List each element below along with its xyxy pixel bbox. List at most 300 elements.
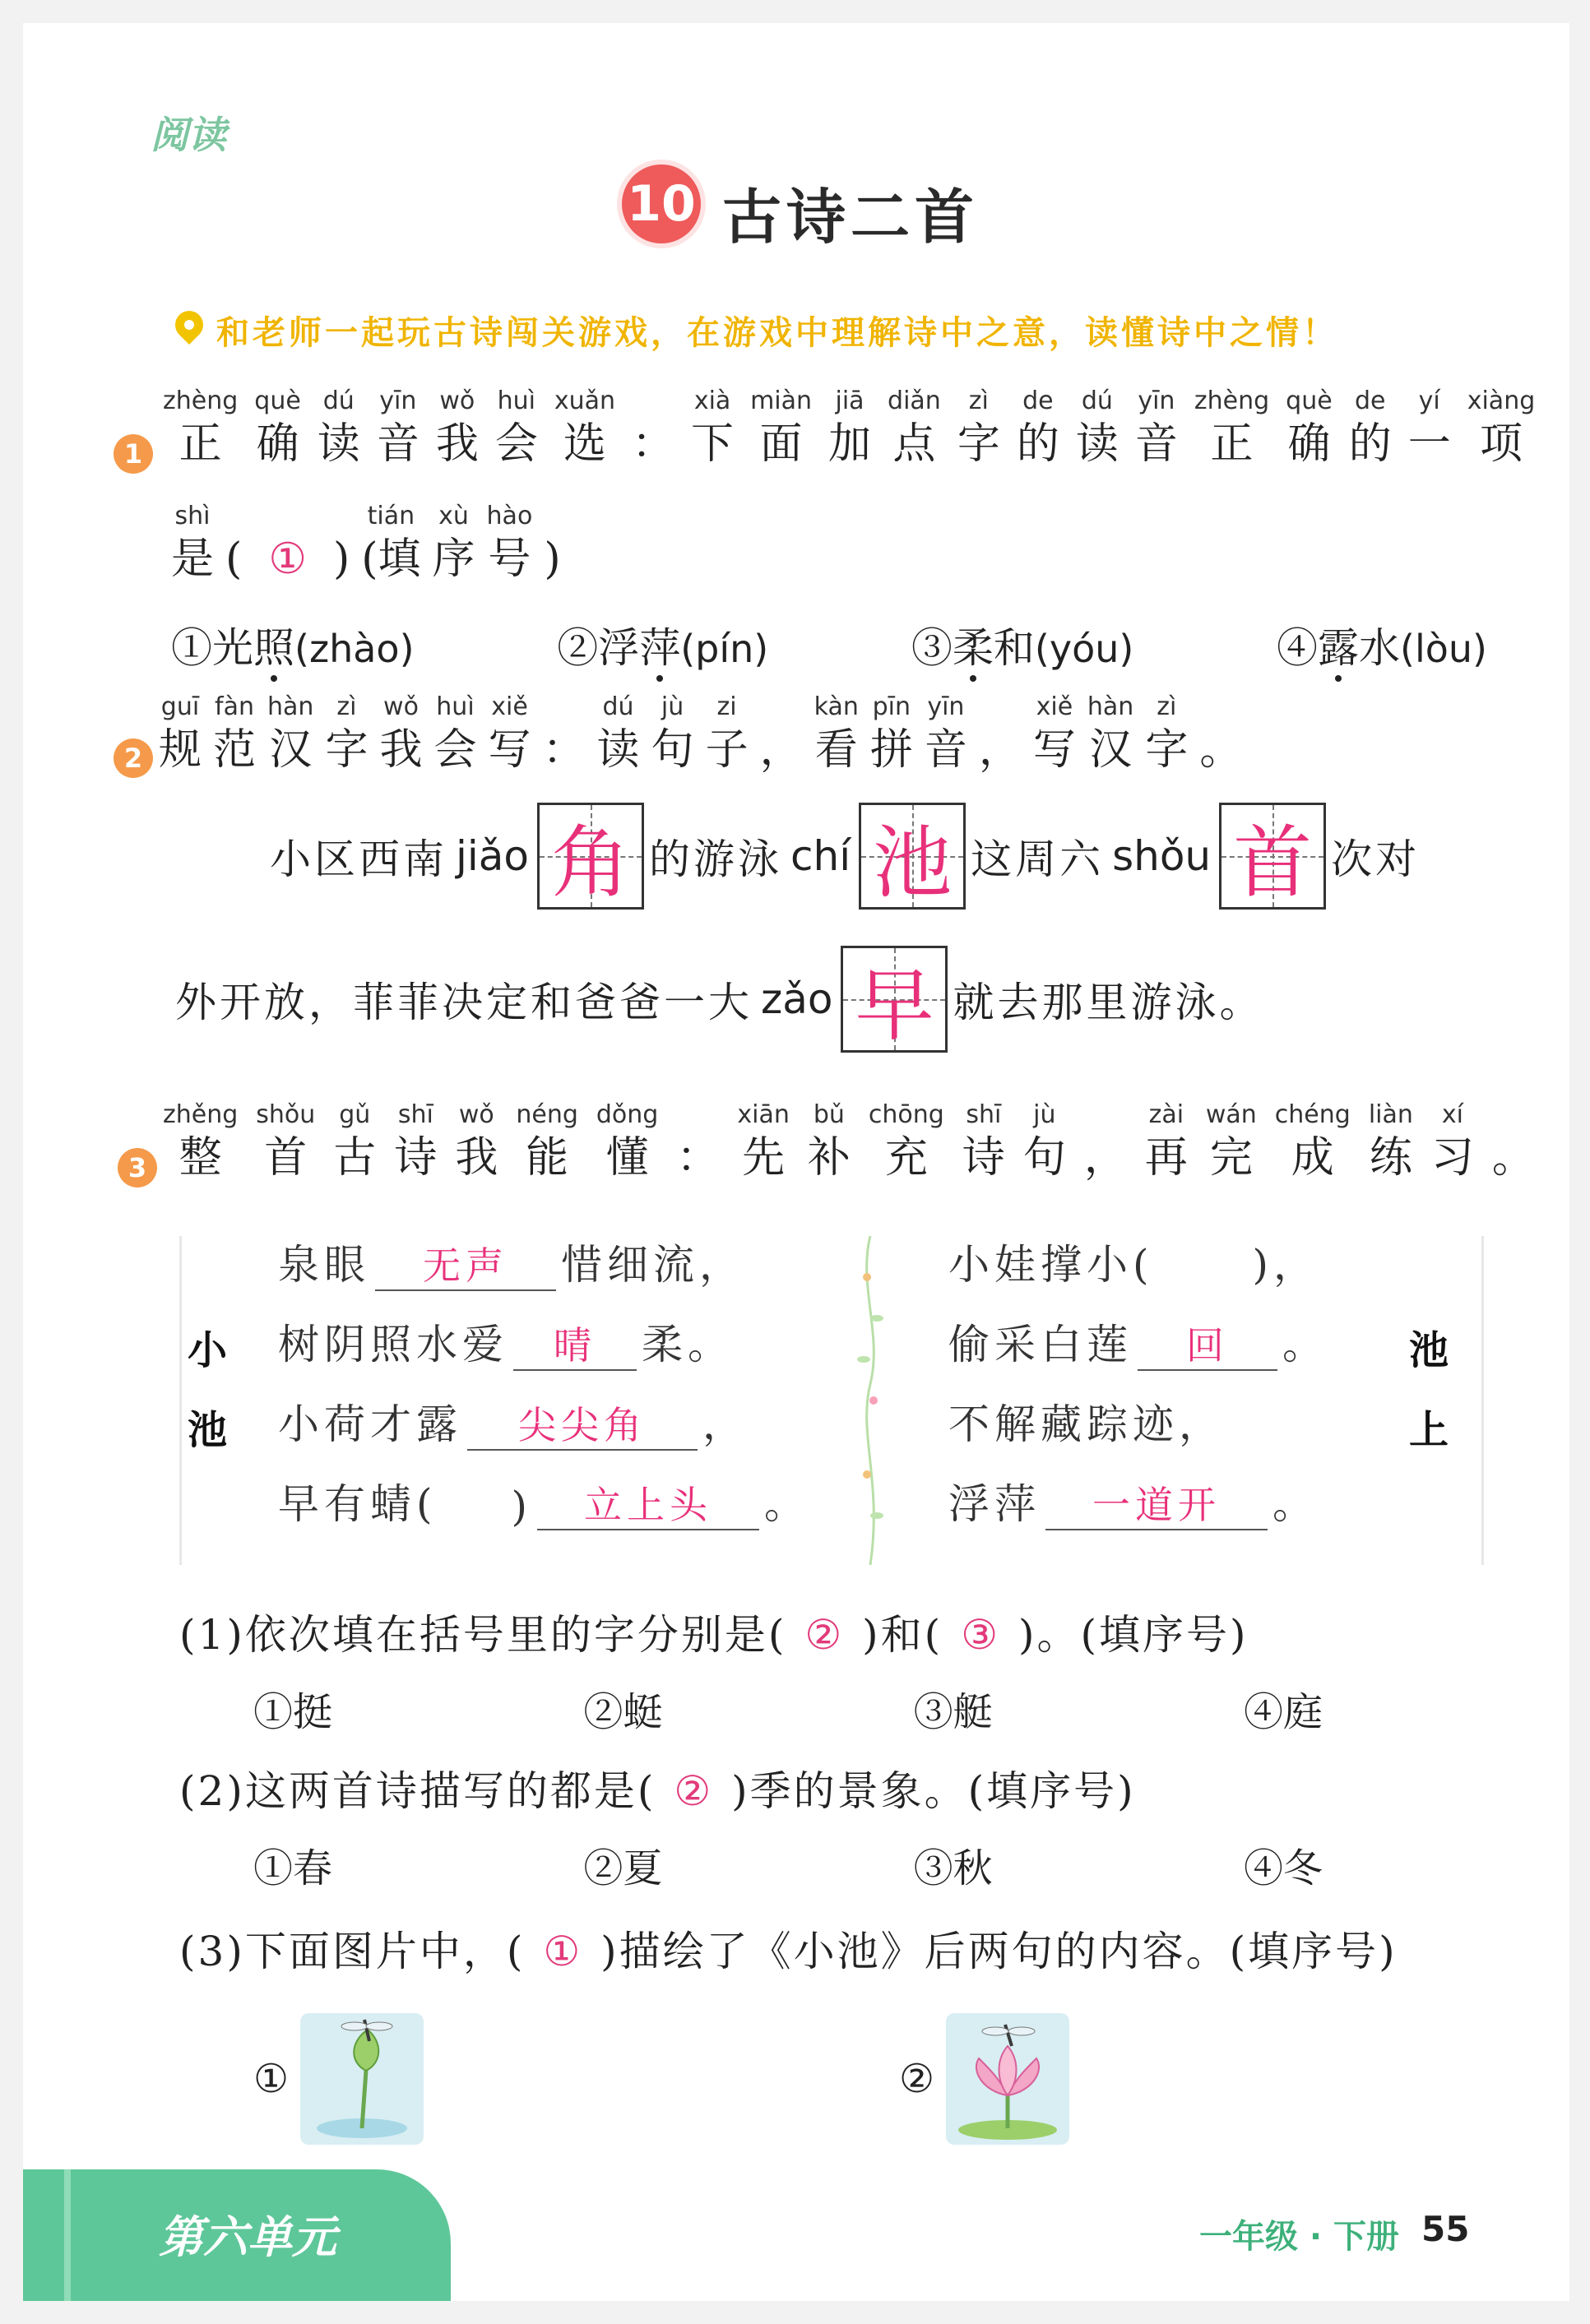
poem1-line (278, 1471, 810, 1530)
choice-item: ②蜓 (583, 1689, 663, 1735)
hanzi: 古 (333, 1133, 377, 1183)
hanzi: 句 (1022, 1133, 1066, 1183)
hanzi: 确 (256, 419, 299, 469)
pinyin-char-cell (1349, 385, 1392, 470)
hanzi: 句 (651, 725, 694, 775)
hanzi: 正 (1210, 419, 1254, 469)
choice-item: ①春 (253, 1845, 333, 1891)
question-text: (1)依次填在括号里的字分别是( (179, 1611, 787, 1659)
pinyin: huì (436, 692, 475, 721)
choice-item: ③秋 (913, 1845, 993, 1891)
pinyin: xiàng (1467, 387, 1536, 415)
pinyin-char-cell (1023, 1099, 1066, 1184)
picture-option-1[interactable] (253, 2013, 424, 2145)
pinyin: tián (367, 502, 415, 530)
pinyin: yí (1418, 387, 1440, 415)
hanzi: 序 (432, 535, 475, 584)
tianzige-box[interactable] (1219, 803, 1326, 910)
poem1-title-char: 小 (188, 1327, 228, 1373)
hanzi: 充 (884, 1133, 928, 1183)
hanzi: 项 (1479, 419, 1523, 469)
pinyin: yīn (1138, 387, 1175, 415)
pinyin-char-cell (737, 1099, 790, 1184)
pinyin-char-cell (361, 500, 420, 586)
pinyin: shī (397, 1100, 433, 1129)
pinyin-char-cell (1084, 1099, 1127, 1184)
poem-text: )， (1252, 1241, 1320, 1289)
pinyin-char-cell (333, 1099, 376, 1184)
pinyin-char-cell (596, 1099, 658, 1184)
poem-text: 泉眼 (278, 1241, 370, 1289)
pinyin-char-cell (632, 385, 674, 470)
pinyin-char-cell (870, 691, 913, 776)
pinyin: hàn (267, 692, 314, 721)
section-tag: 阅读 (151, 113, 226, 157)
q3-sub1 (179, 1602, 1249, 1661)
hanzi: 的 (1348, 419, 1392, 469)
picture-label: ① (253, 2056, 290, 2102)
grade-label: 一年级 · 下册 (1199, 2218, 1400, 2256)
q1-option-1 (171, 615, 415, 674)
pinyin-char-cell (750, 385, 812, 470)
option-number: ③ (911, 624, 953, 672)
sentence-text: 就去那里游泳。 (953, 979, 1264, 1026)
pinyin: gǔ (339, 1100, 371, 1129)
option-word-part: 水 (1359, 624, 1400, 672)
poem-blank[interactable]: 一道开 (1045, 1481, 1268, 1530)
pinyin: hàn (1087, 692, 1134, 721)
choice-item: ④庭 (1243, 1689, 1323, 1735)
hanzi: 整 (178, 1133, 222, 1183)
hanzi: 子 (705, 725, 749, 775)
poem-text: 。 (764, 1480, 811, 1528)
poem-blank[interactable]: 无声 (375, 1242, 556, 1291)
pinyin: bǔ (813, 1100, 845, 1129)
pinyin-char-cell (1275, 1099, 1351, 1184)
pinyin-char-cell (1194, 385, 1269, 470)
q1-instruction-line2 (171, 500, 561, 586)
pinyin-char-cell (1467, 385, 1536, 470)
hanzi: 写 (488, 725, 531, 775)
pinyin: néng (516, 1100, 578, 1129)
hanzi: 号 (488, 535, 531, 584)
option-pinyin: (lòu) (1400, 627, 1487, 671)
pinyin: wǒ (383, 692, 419, 721)
hanzi: 规 (159, 725, 202, 775)
hanzi: 能 (526, 1133, 569, 1183)
option-word-part: 和 (993, 624, 1035, 672)
pinyin-char-cell (1087, 691, 1133, 776)
q3-sub2 (179, 1758, 1136, 1817)
pinyin-char-cell (394, 1099, 437, 1184)
pinyin: de (1022, 387, 1054, 415)
hanzi: 音 (376, 419, 420, 469)
hanzi: 下 (691, 419, 735, 469)
pinyin-char-cell (436, 385, 479, 470)
pinyin-char-cell (691, 385, 734, 470)
poem-text: 小荷才露 (278, 1400, 462, 1448)
poem-blank[interactable]: 晴 (513, 1322, 637, 1371)
choice-item: ②夏 (583, 1845, 663, 1891)
vine-decoration-icon (854, 1236, 887, 1565)
pinyin-char-cell (962, 1099, 1005, 1184)
q3-sub2-choices (253, 1836, 1323, 1893)
pinyin: chéng (1274, 1100, 1351, 1129)
location-pin-icon (169, 305, 209, 345)
pinyin-char-cell (888, 385, 941, 470)
poem-text: 。 (1272, 1480, 1319, 1528)
picture-option-2[interactable] (899, 2013, 1069, 2145)
pinyin: zi (716, 692, 737, 721)
pinyin-char-cell (1369, 1099, 1413, 1184)
pinyin-char-cell (1145, 691, 1188, 776)
hanzi: 面 (759, 419, 803, 469)
written-answer: 池 (873, 816, 953, 909)
hanzi: 汉 (269, 725, 313, 775)
pinyin-char-cell (979, 691, 1022, 776)
hanzi: 练 (1369, 1133, 1412, 1183)
pinyin-char-cell (869, 1099, 944, 1184)
option-number: ② (557, 624, 599, 672)
hanzi: 的 (1016, 419, 1059, 469)
pinyin: zhèng (163, 387, 239, 415)
written-answer: 角 (551, 816, 631, 909)
question-text: )描绘了《小池》后两句的内容。(填序号) (600, 1928, 1398, 1975)
q1-option-3 (911, 615, 1133, 674)
hanzi: ( (225, 535, 243, 584)
pinyin-char-cell (256, 1099, 315, 1184)
pinyin-char-cell (489, 691, 531, 776)
pinyin-char-cell (957, 385, 1000, 470)
hanzi: 拼 (869, 725, 913, 775)
pinyin-char-cell (676, 1099, 719, 1184)
hanzi: 补 (807, 1133, 851, 1183)
sentence-pinyin: chí (790, 832, 851, 880)
pinyin-char-cell (543, 691, 586, 776)
choice-item: ④冬 (1243, 1845, 1323, 1891)
pinyin: shì (174, 502, 211, 530)
poem-blank[interactable]: 回 (1138, 1322, 1277, 1371)
pinyin: xiě (1036, 692, 1073, 721)
hanzi: ， (978, 725, 1022, 775)
pinyin-char-cell (760, 691, 803, 776)
workbook-page (23, 23, 1569, 2301)
hanzi: 我 (379, 725, 423, 775)
pinyin: què (1286, 387, 1333, 415)
pinyin: wán (1205, 1100, 1257, 1129)
option-number: ④ (1277, 624, 1318, 672)
sentence-text: 小区西南 (270, 836, 447, 883)
poem-text: 。 (1282, 1321, 1328, 1368)
sentence-text: 次对 (1331, 836, 1421, 883)
hanzi: 会 (494, 419, 538, 469)
q1-option-2 (557, 615, 768, 674)
tianzige-box[interactable] (537, 803, 644, 910)
lesson-intro: 和老师一起玩古诗闯关游戏，在游戏中理解诗中之意，读懂诗中之情！ (216, 314, 1338, 352)
pinyin-char-cell (808, 1099, 851, 1184)
pinyin-char-cell (1408, 385, 1451, 470)
pinyin-char-cell (516, 1099, 578, 1184)
poem1-title-char: 池 (188, 1407, 228, 1453)
dotted-char: 萍 (639, 624, 680, 672)
pinyin-char-cell (163, 1099, 238, 1184)
hanzi: 确 (1287, 419, 1331, 469)
pinyin-char-cell (1431, 1099, 1474, 1184)
hanzi: 是 (171, 535, 215, 584)
pinyin: miàn (750, 387, 813, 415)
option-word-part: 光 (212, 624, 253, 672)
choice-item: ③艇 (913, 1689, 993, 1735)
hanzi: 习 (1430, 1133, 1474, 1183)
pinyin: xiě (491, 692, 528, 721)
lesson-title: 古诗二首 (722, 182, 980, 252)
pinyin-char-cell (1017, 385, 1059, 470)
hanzi: (填 (361, 535, 421, 584)
pinyin-char-cell (325, 691, 368, 776)
pinyin-char-cell (651, 691, 694, 776)
question-text: (3)下面图片中，( (179, 1928, 526, 1975)
tianzige-box[interactable] (841, 946, 948, 1053)
hanzi: 写 (1032, 725, 1076, 775)
pinyin: jiā (835, 387, 865, 415)
option-word-part: 浮 (598, 624, 640, 672)
poem-text: 树阴照水爱 (278, 1321, 508, 1368)
sentence-text: 这周六 (971, 836, 1105, 883)
poem1-line (278, 1232, 745, 1291)
poem-text: 偷采白莲 (948, 1321, 1133, 1368)
pinyin-char-cell (1492, 1099, 1535, 1184)
hanzi: 会 (433, 725, 477, 775)
pinyin-char-cell (159, 691, 202, 776)
pinyin: jù (661, 692, 684, 721)
pinyin: shī (966, 1100, 1002, 1129)
pinyin-char-cell (333, 500, 350, 586)
pinyin: dǒng (596, 1100, 659, 1129)
pinyin-char-cell (544, 500, 560, 586)
sentence-text: 的游泳 (649, 836, 783, 883)
answer-mark[interactable]: ② (804, 1611, 845, 1659)
hanzi: 字 (1145, 725, 1189, 775)
pinyin: shǒu (256, 1100, 316, 1129)
hanzi: 诗 (962, 1133, 1005, 1183)
hanzi: 一 (1407, 419, 1451, 469)
hanzi: 看 (814, 725, 858, 775)
pinyin-char-cell (267, 691, 313, 776)
hanzi: 汉 (1089, 725, 1133, 775)
pinyin: zì (1157, 692, 1177, 721)
hanzi: 读 (596, 725, 640, 775)
poem2-title-char: 池 (1409, 1327, 1449, 1373)
poem-blank[interactable]: 立上头 (537, 1481, 759, 1530)
dragonfly-on-lotus-bud-icon (300, 2013, 424, 2145)
pinyin: zì (968, 387, 989, 415)
pinyin-char-cell (487, 500, 533, 586)
pinyin: zhěng (163, 1100, 239, 1129)
choice-item: ①挺 (253, 1689, 333, 1735)
pinyin: pīn (872, 692, 911, 721)
sentence-pinyin: shǒu (1112, 832, 1212, 880)
hanzi: 音 (924, 725, 967, 775)
pinyin-char-cell (1076, 385, 1119, 470)
poem-text: ) (511, 1483, 533, 1530)
pinyin: hào (486, 502, 533, 530)
pinyin: xuǎn (554, 387, 616, 415)
question-number: 2 (114, 738, 153, 778)
hanzi: 选 (563, 419, 606, 469)
poem2-title-char: 上 (1409, 1407, 1449, 1453)
poem-text: 柔。 (642, 1321, 734, 1368)
poem-blank[interactable]: 尖尖角 (467, 1401, 698, 1451)
pinyin: liàn (1368, 1100, 1413, 1129)
q3-sub1-choices (253, 1680, 1323, 1737)
pinyin: xià (693, 387, 731, 415)
sentence-text: 外开放，菲菲决定和爸爸一大 (175, 979, 753, 1026)
hanzi: ， (1083, 1133, 1127, 1183)
pinyin-char-cell (1206, 1099, 1257, 1184)
unit-label: 第六单元 (159, 2211, 336, 2263)
written-answer: 首 (1233, 816, 1313, 909)
sentence-pinyin: zǎo (761, 975, 833, 1023)
poem-text: 不解藏踪迹， (948, 1400, 1225, 1448)
question-text: (2)这两首诗描写的都是( (179, 1767, 656, 1815)
picture-label: ② (899, 2056, 935, 2102)
q3-sub3 (179, 1919, 1398, 1978)
poem2-line (948, 1232, 1319, 1291)
hanzi: ) (544, 535, 561, 584)
pinyin: jù (1033, 1100, 1056, 1129)
answer-mark[interactable]: ① (268, 535, 307, 584)
pinyin: dú (1081, 387, 1113, 415)
hanzi: 加 (828, 419, 872, 469)
q2-sentence-line2 (175, 946, 1263, 1053)
pinyin-char-cell (171, 500, 214, 586)
pinyin: xù (438, 502, 469, 530)
pinyin-char-cell (254, 385, 301, 470)
sentence-pinyin: jiǎo (456, 832, 530, 880)
pinyin: xí (1441, 1100, 1463, 1129)
pinyin: wǒ (439, 387, 475, 415)
dotted-char: 柔 (953, 624, 994, 672)
hanzi: 点 (892, 419, 936, 469)
pinyin-char-cell (455, 1099, 498, 1184)
hanzi: 读 (1075, 419, 1119, 469)
poem2-line (948, 1391, 1225, 1451)
hanzi: ) (332, 535, 350, 584)
pinyin-char-cell (1286, 385, 1333, 470)
pinyin: yīn (927, 692, 965, 721)
pinyin-char-cell (433, 500, 475, 586)
pinyin: xiān (737, 1100, 790, 1129)
pinyin: kàn (814, 692, 859, 721)
pinyin: chōng (868, 1100, 944, 1129)
hanzi: 读 (317, 419, 360, 469)
pinyin-char-cell (828, 385, 871, 470)
hanzi: ： (632, 419, 675, 469)
pinyin-char-cell (253, 500, 322, 586)
hanzi: 正 (178, 419, 222, 469)
q2-sentence-line1 (270, 803, 1420, 910)
hanzi: 完 (1209, 1133, 1253, 1183)
pinyin: guī (160, 692, 200, 721)
question-number: 1 (114, 434, 153, 474)
q1-option-4 (1277, 615, 1487, 674)
hanzi: 音 (1134, 419, 1178, 469)
hanzi: ： (676, 1133, 720, 1183)
hanzi: 懂 (605, 1133, 649, 1183)
pinyin-char-cell (554, 385, 615, 470)
q1-options (171, 615, 1487, 674)
pinyin: dú (322, 387, 355, 415)
poem2-line (948, 1471, 1319, 1530)
hanzi: 我 (435, 419, 479, 469)
option-pinyin: (zhào) (294, 627, 415, 671)
pinyin: fàn (215, 692, 254, 721)
poem-text: 惜细流， (561, 1241, 745, 1289)
poem-text: 小娃撑小( (948, 1241, 1154, 1289)
pinyin: zhèng (1194, 387, 1270, 415)
pinyin: huì (497, 387, 536, 415)
footer-stripe (64, 2169, 71, 2301)
dragonfly-on-lotus-flower-icon (946, 2013, 1069, 2145)
pinyin-char-cell (225, 500, 242, 586)
q1-instruction (163, 385, 1535, 470)
page-number: 55 (1421, 2209, 1470, 2249)
answer-mark[interactable]: ③ (961, 1611, 1001, 1659)
hanzi: 先 (742, 1133, 786, 1183)
hanzi: 。 (1491, 1133, 1535, 1183)
poem-text: 浮萍 (948, 1480, 1041, 1528)
hanzi: 成 (1291, 1133, 1334, 1183)
question-number: 3 (118, 1148, 157, 1187)
pinyin: dú (602, 692, 634, 721)
question-text: )。(填序号) (1018, 1611, 1249, 1659)
tianzige-box[interactable] (859, 803, 966, 910)
poem-text: 早有蜻( (278, 1480, 438, 1528)
pinyin-char-cell (706, 691, 749, 776)
pinyin: de (1354, 387, 1386, 415)
pinyin: wǒ (458, 1100, 494, 1129)
hanzi: 诗 (394, 1133, 438, 1183)
written-answer: 早 (855, 959, 934, 1052)
option-pinyin: (pín) (680, 627, 769, 671)
pinyin-char-cell (925, 691, 967, 776)
hanzi: ， (759, 725, 803, 775)
hanzi: 我 (455, 1133, 498, 1183)
pinyin: zì (336, 692, 357, 721)
pinyin-char-cell (814, 691, 859, 776)
q3-instruction (163, 1099, 1535, 1184)
dotted-char: 露 (1318, 624, 1359, 672)
hanzi: 字 (325, 725, 369, 775)
option-pinyin: (yóu) (1034, 627, 1134, 671)
pinyin-char-cell (163, 385, 238, 470)
poem1-line (278, 1312, 734, 1371)
pinyin-char-cell (495, 385, 538, 470)
pinyin: què (254, 387, 301, 415)
pinyin: yīn (379, 387, 417, 415)
poem2-line (948, 1312, 1328, 1371)
q2-instruction (159, 691, 1242, 776)
pinyin-char-cell (1033, 691, 1076, 776)
hanzi: ： (542, 725, 586, 775)
pinyin-char-cell (597, 691, 640, 776)
dotted-char: 照 (253, 624, 294, 672)
answer-mark[interactable]: ① (543, 1928, 583, 1975)
pinyin: diǎn (888, 387, 941, 415)
question-text: )和( (862, 1611, 943, 1659)
answer-mark[interactable]: ② (674, 1767, 714, 1815)
poem-text: ， (702, 1400, 749, 1448)
